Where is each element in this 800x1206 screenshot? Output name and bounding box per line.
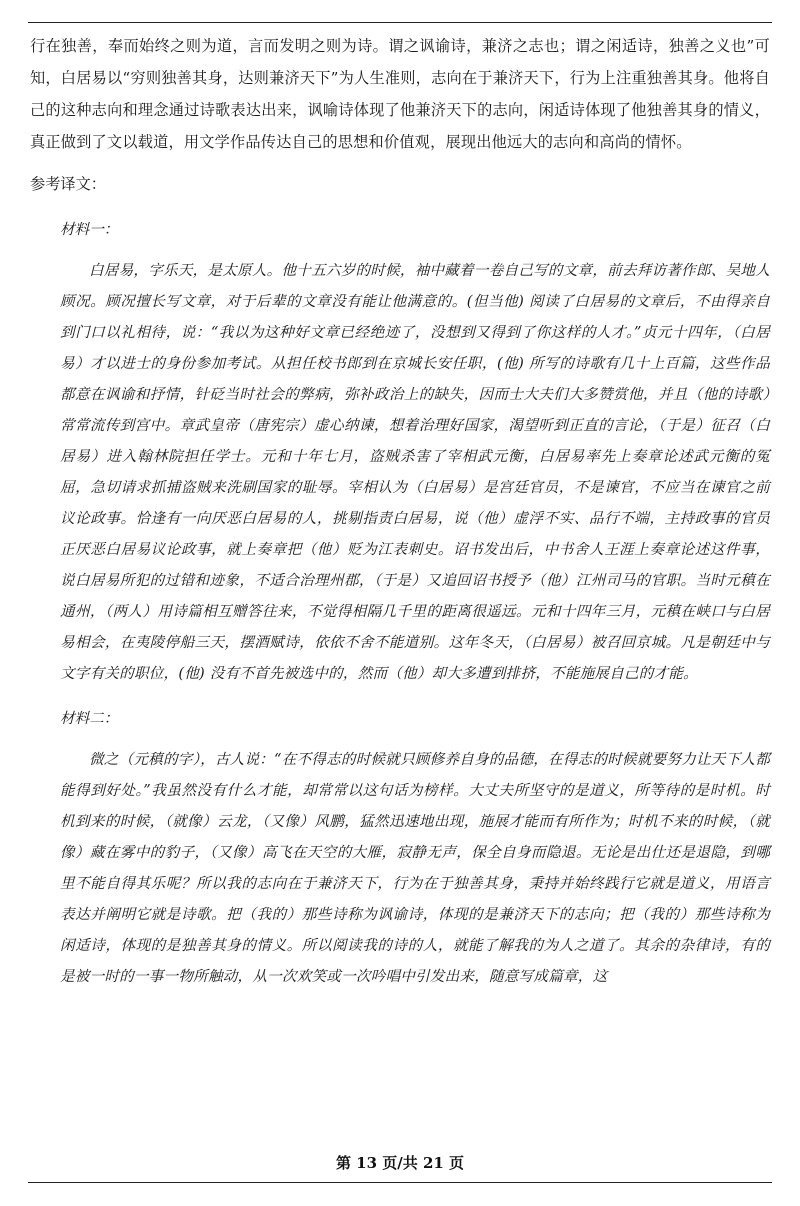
reference-translation-label: 参考译文： [30,175,106,193]
page-bottom-divider [28,1182,772,1183]
spacer [30,200,770,214]
page-top-divider [28,22,772,23]
spacer [30,689,770,703]
section-heading-material-two: 材料二： [60,710,119,727]
page-footer: 第 13 页/共 21 页 [335,1154,465,1172]
body-paragraph: 行在独善，奉而始终之则为道，言而发明之则为诗。谓之讽谕诗，兼济之志也；谓之闲适诗，独善之义也”可知，白居易以“穷则独善其身，达则兼济天下”为人生准则，志向在于兼济天下，行为上注重独善其身。他将自己的这种志向和理念通过诗歌表达出来，讽喻诗体现了他兼济天下的志向，闲适诗体现了他独善其身的情义，真正做到了文以载道，用文学作品传达自己的思想和价值观，展现出他远大的志向和高尚的情怀。 [30,37,770,151]
section-text-material-one: 白居易，字乐天，是太原人。他十五六岁的时候，袖中藏着一卷自己写的文章，前去拜访著作郎、吴地人顾况。顾况擅长写文章，对于后辈的文章没有能让他满意的。(但当他) 阅读了白居易的文章后，不由得亲自到门口以礼相待，说：“我以为这种好文章已经绝迹了，没想到又得到了你这样的人才。”贞元十四年，（白居易）才以进士的身份参加考试。从担任校书郎到在京城长安任职，(他) 所写的诗歌有几十上百篇，这些作品都意在讽谕和抒情，针砭当时社会的弊病，弥补政治上的缺失，因而士大夫们大多赞赏他，并且（他的诗歌）常常流传到宫中。章武皇帝（唐宪宗）虚心纳谏，想着治理好国家，渴望听到正直的言论，（于是）征召（白居易）进入翰林院担任学士。元和十年七月，盗贼杀害了宰相武元衡，白居易率先上奏章论述武元衡的冤屈，急切请求抓捕盗贼来洗刷国家的耻辱。宰相认为（白居易）是宫廷官员，不是谏官，不应当在谏官之前议论政事。恰逢有一向厌恶白居易的人，挑剔指责白居易，说（他）虚浮不实、品行不端，主持政事的官员正厌恶白居易议论政事，就上奏章把（他）贬为江表刺史。诏书发出后，中书舍人王涯上奏章论述这件事，说白居易所犯的过错和迹象，不适合治理州郡，（于是）又追回诏书授予（他）江州司马的官职。当时元稹在通州，（两人）用诗篇相互赠答往来，不觉得相隔几千里的距离很遥远。元和十四年三月，元稹在峡口与白居易相会，在夷陵停船三天，摆酒赋诗，依依不舍不能道别。这年冬天，（白居易）被召回京城。凡是朝廷中与文字有关的职位，(他) 没有不首先被选中的，然而（他）却大多遭到排挤，不能施展自己的才能。 [60,262,770,682]
spacer [30,245,770,255]
spacer [30,734,770,744]
section-heading-material-one: 材料一： [60,221,119,238]
page-content [30,30,770,992]
section-text-material-two: 微之（元稹的字），古人说：“在不得志的时候就只顾修养自身的品德，在得志的时候就要努力让天下人都能得到好处。”我虽然没有什么才能，却常常以这句话为榜样。大丈夫所坚守的是道义，所等待的是时机。时机到来的时候，（就像）云龙，（又像）风鹏，猛然迅速地出现，施展才能而有所作为；时机不来的时候，（就像）藏在雾中的豹子，（又像）高飞在天空的大雁，寂静无声，保全自身而隐退。无论是出仕还是退隐，到哪里不能自得其乐呢？所以我的志向在于兼济天下，行为在于独善其身，秉持并始终践行它就是道义，用语言表达并阐明它就是诗歌。把（我的）那些诗称为讽谕诗，体现的是兼济天下的志向；把（我的）那些诗称为闲适诗，体现的是独善其身的情义。所以阅读我的诗的人，就能了解我的为人之道了。其余的杂律诗，有的是被一时的一事一物所触动，从一次欢笑或一次吟唱中引发出来，随意写成篇章，这 [60,751,770,985]
spacer [30,158,770,168]
